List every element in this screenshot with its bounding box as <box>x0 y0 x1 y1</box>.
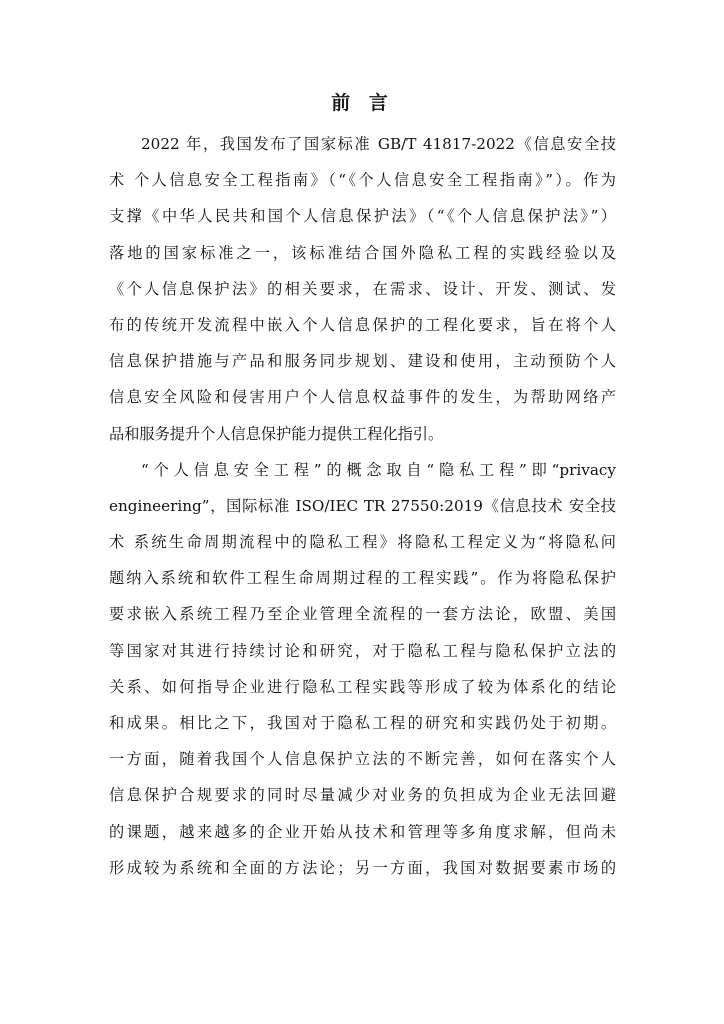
document-page <box>109 88 616 886</box>
text-line: 的课题，越来越多的企业开始从技术和管理等多角度求解，但尚未 <box>109 822 616 841</box>
page-title: 前 言 <box>331 92 394 114</box>
paragraph-1 <box>109 126 616 452</box>
text-line: 品和服务提升个人信息保护能力提供工程化指引。 <box>109 424 444 443</box>
text-line: 落地的国家标准之一，该标准结合国外隐私工程的实践经验以及 <box>109 243 616 262</box>
text-line: 信息保护合规要求的同时尽量减少对业务的负担成为企业无法回避 <box>109 786 616 805</box>
text-line: 要求嵌入系统工程乃至企业管理全流程的一套方法论，欧盟、美国 <box>109 605 616 624</box>
text-line: 等国家对其进行持续讨论和研究，对于隐私工程与隐私保护立法的 <box>109 641 616 660</box>
text-line: 题纳入系统和软件工程生命周期过程的工程实践”。作为将隐私保护 <box>109 569 616 588</box>
text-line: 和成果。相比之下，我国对于隐私工程的研究和实践仍处于初期。 <box>109 714 616 732</box>
text-line: 信息安全风险和侵害用户个人信息权益事件的发生，为帮助网络产 <box>109 388 616 407</box>
text-line: “个人信息安全工程”的概念取自“隐私工程”即“privacy <box>141 460 616 479</box>
text-line: engineering”，国际标准 ISO/IEC TR 27550:2019《信息技术 安全技 <box>109 496 616 515</box>
paragraph-2 <box>109 452 616 886</box>
text-line: 布的传统开发流程中嵌入个人信息保护的工程化要求，旨在将个人 <box>109 315 616 334</box>
text-line: 2022 年，我国发布了国家标准 GB/T 41817-2022《信息安全技 <box>141 135 616 153</box>
text-line: 关系、如何指导企业进行隐私工程实践等形成了较为体系化的结论 <box>109 677 616 696</box>
text-line: 信息保护措施与产品和服务同步规划、建设和使用，主动预防个人 <box>109 352 616 371</box>
text-line: 形成较为系统和全面的方法论；另一方面，我国对数据要素市场的 <box>109 858 616 877</box>
text-line: 术 系统生命周期流程中的隐私工程》将隐私工程定义为“将隐私问 <box>109 533 616 552</box>
text-line: 术 个人信息安全工程指南》（“《个人信息安全工程指南》”）。作为 <box>109 171 616 190</box>
text-line: 支撑《中华人民共和国个人信息保护法》（“《个人信息保护法》”） <box>109 207 616 226</box>
text-line: 一方面，随着我国个人信息保护立法的不断完善，如何在落实个人 <box>109 750 616 769</box>
text-line: 《个人信息保护法》的相关要求，在需求、设计、开发、测试、发 <box>109 279 616 298</box>
